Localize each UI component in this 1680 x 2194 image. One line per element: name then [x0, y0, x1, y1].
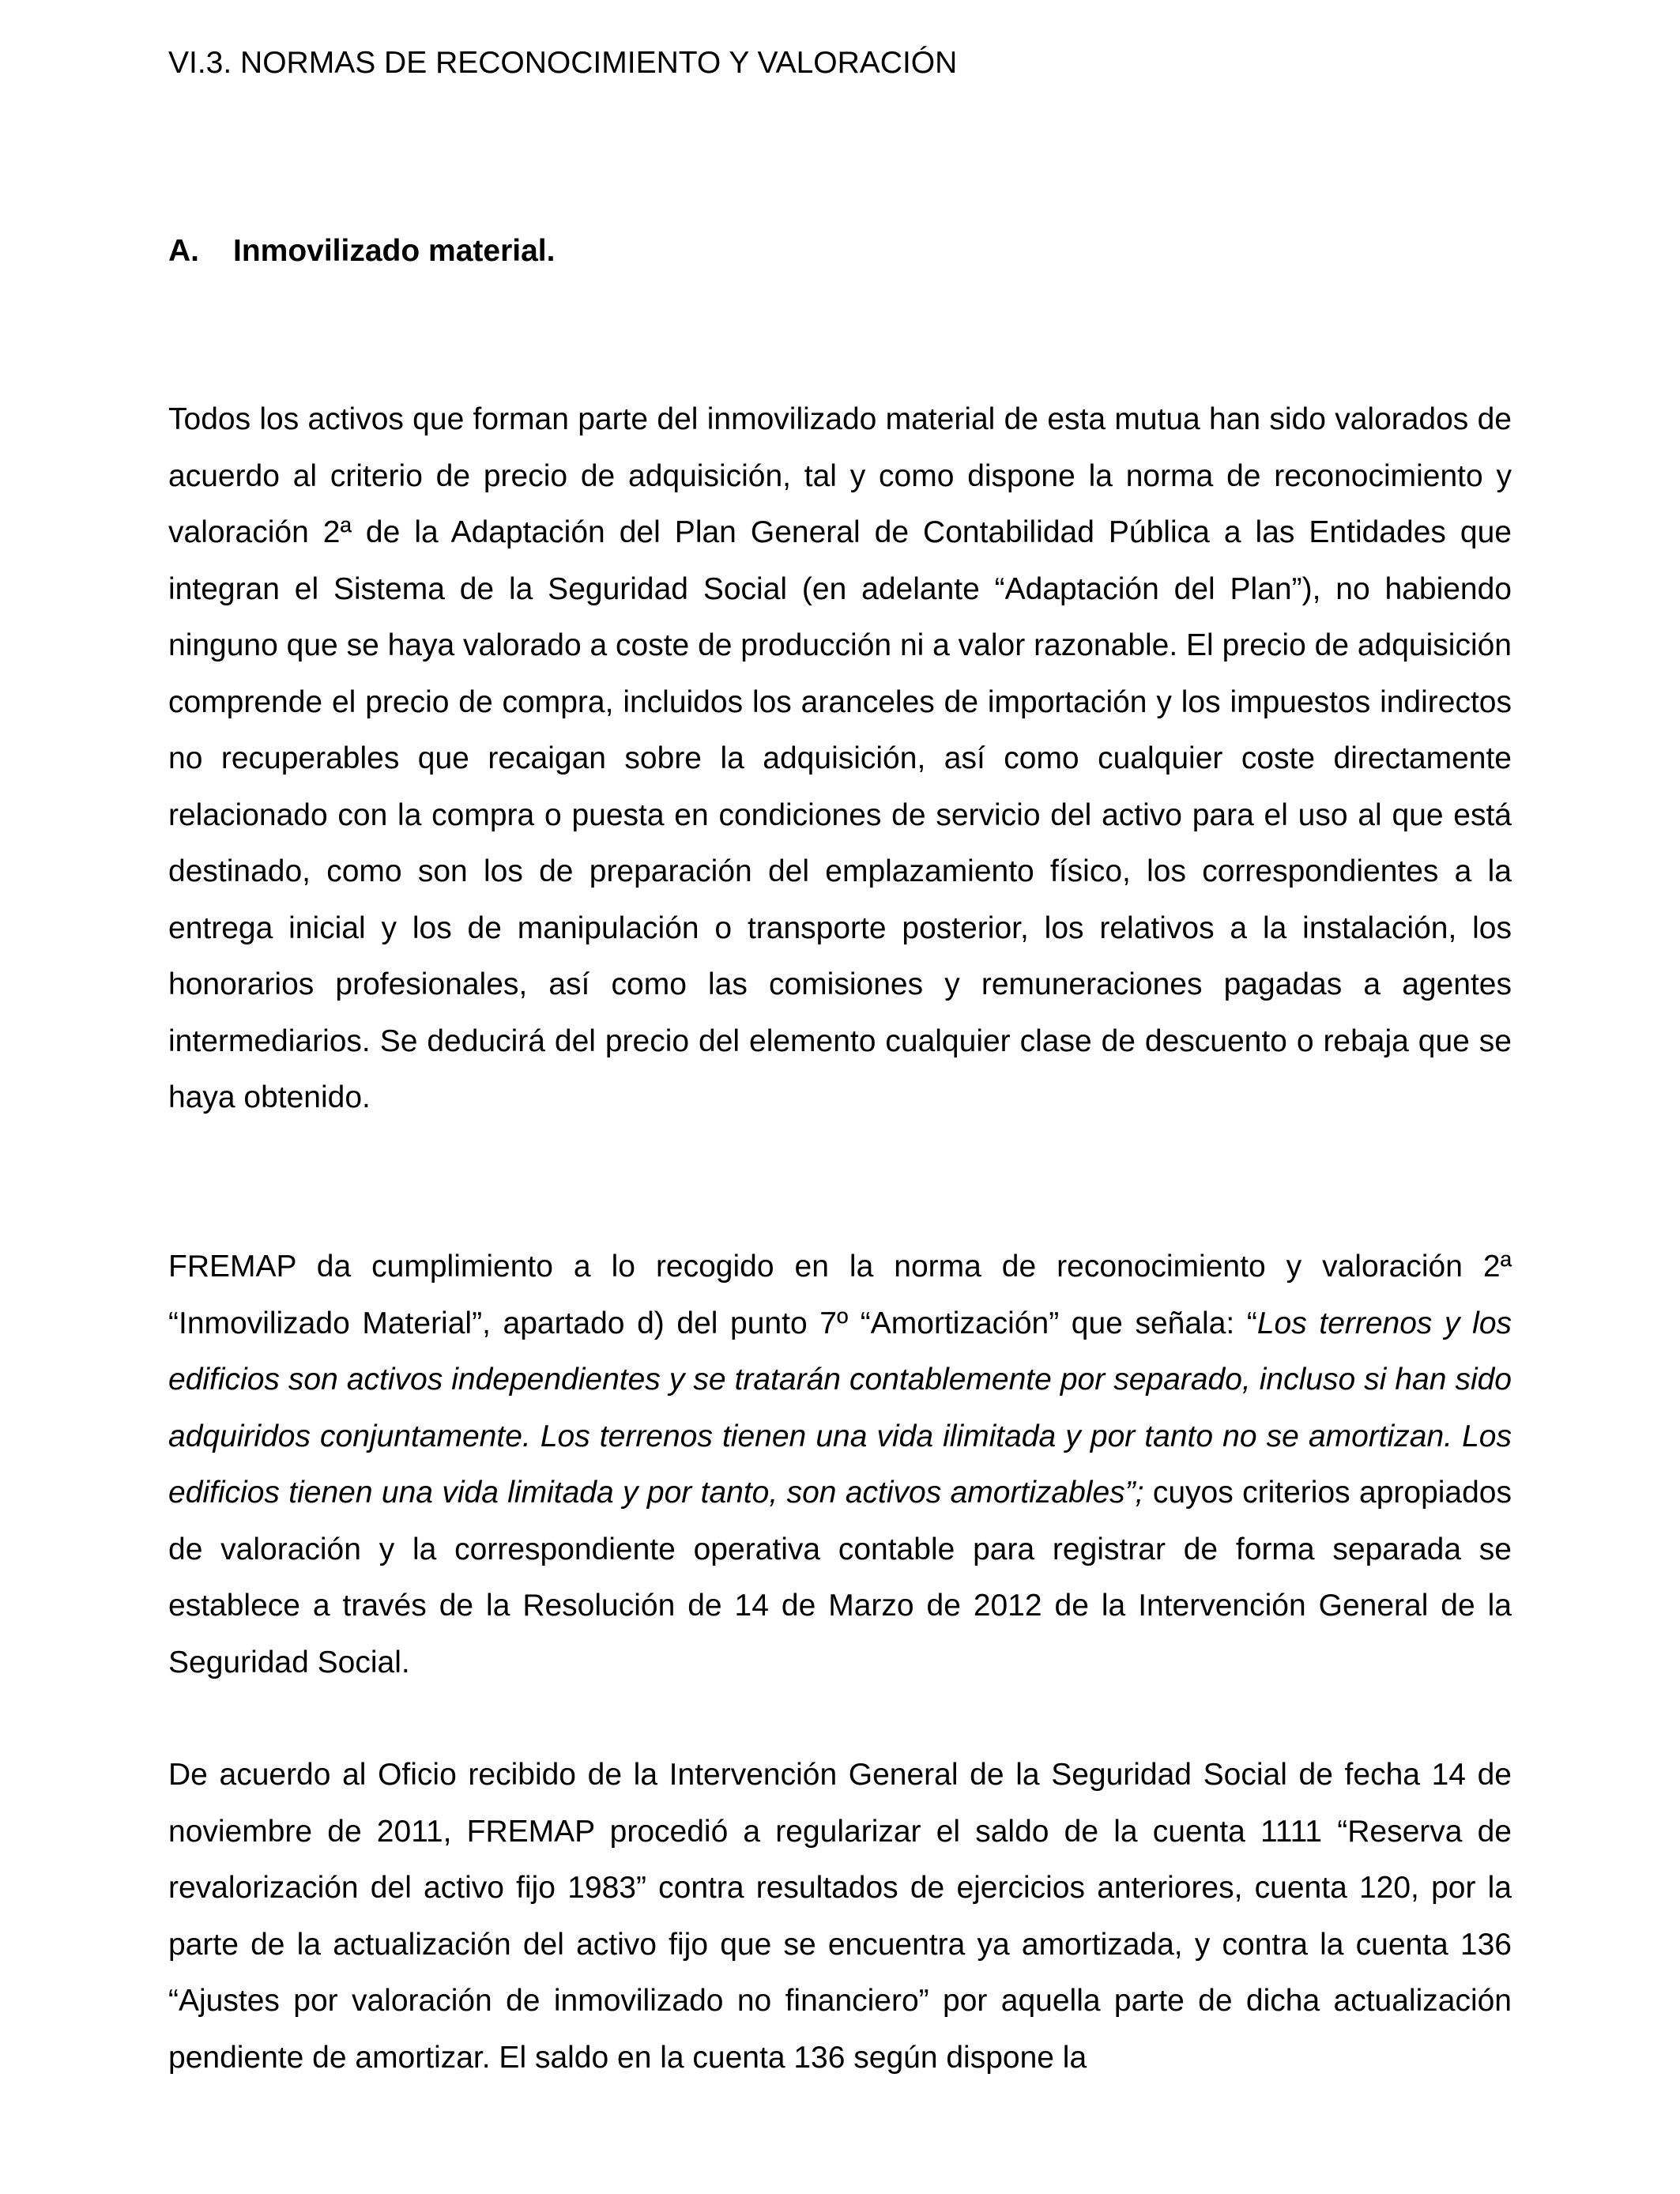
subsection-title: Inmovilizado material. [233, 234, 556, 268]
paragraph-2-quote: Los terrenos y los edificios son activos independientes y se tratarán contablemente por separado, incluso si han sido adquiridos conjuntamente. Los terrenos tienen una vida ilimitada y por tanto no se amortizan. Los edificios tienen una vida limitada y por tanto, son activos amortizables”; [168, 1306, 1512, 1510]
paragraph-fremap-compliance [168, 1238, 1512, 1691]
paragraph-oficio: De acuerdo al Oficio recibido de la Intervención General de la Seguridad Social de fecha 14 de noviembre de 2011, FREMAP procedió a regularizar el saldo de la cuenta 1111 “Reserva de revalorización del activo fijo 1983” contra resultados de ejercicios anteriores, cuenta 120, por la parte de la actualización del activo fijo que se encuentra ya amortizada, y contra la cuenta 136 “Ajustes por valoración de inmovilizado no financiero” por aquella parte de dicha actualización pendiente de amortizar. El saldo en la cuenta 136 según dispone la [168, 1758, 1512, 2075]
paragraph-2-rest: cuyos criterios apropiados de valoración y la correspondiente operativa contable para registrar de forma separada se establece a través de la Resolución de 14 de Marzo de 2012 de la Intervención General de la Seguridad Social. [168, 1476, 1512, 1679]
subsection-letter: A. [168, 234, 199, 268]
paragraph-2-intro: FREMAP da cumplimiento a lo recogido en la norma de reconocimiento y valoración 2ª “Inmovilizado Material”, apartado d) del punto 7º “Amortización” que señala: “ [168, 1250, 1512, 1340]
section-title: VI.3. NORMAS DE RECONOCIMIENTO Y VALORACIÓN [168, 46, 958, 80]
paragraph-acquisition-price: Todos los activos que forman parte del inmovilizado material de esta mutua han sido valorados de acuerdo al criterio de precio de adquisición, tal y como dispone la norma de reconocimiento y valoración 2ª de la Adaptación del Plan General de Contabilidad Pública a las Entidades que integran el Sistema de la Seguridad Social (en adelante “Adaptación del Plan”), no habiendo ninguno que se haya valorado a coste de producción ni a valor razonable. El precio de adquisición comprende el precio de compra, incluidos los aranceles de importación y los impuestos indirectos no recuperables que recaigan sobre la adquisición, así como cualquier coste directamente relacionado con la compra o puesta en condiciones de servicio del activo para el uso al que está destinado, como son los de preparación del emplazamiento físico, los correspondientes a la entrega inicial y los de manipulación o transporte posterior, los relativos a la instalación, los honorarios profesionales, así como las comisiones y remuneraciones pagadas a agentes intermediarios. Se deducirá del precio del elemento cualquier clase de descuento o rebaja que se haya obtenido. [168, 402, 1512, 1114]
subsection-heading [168, 234, 555, 269]
